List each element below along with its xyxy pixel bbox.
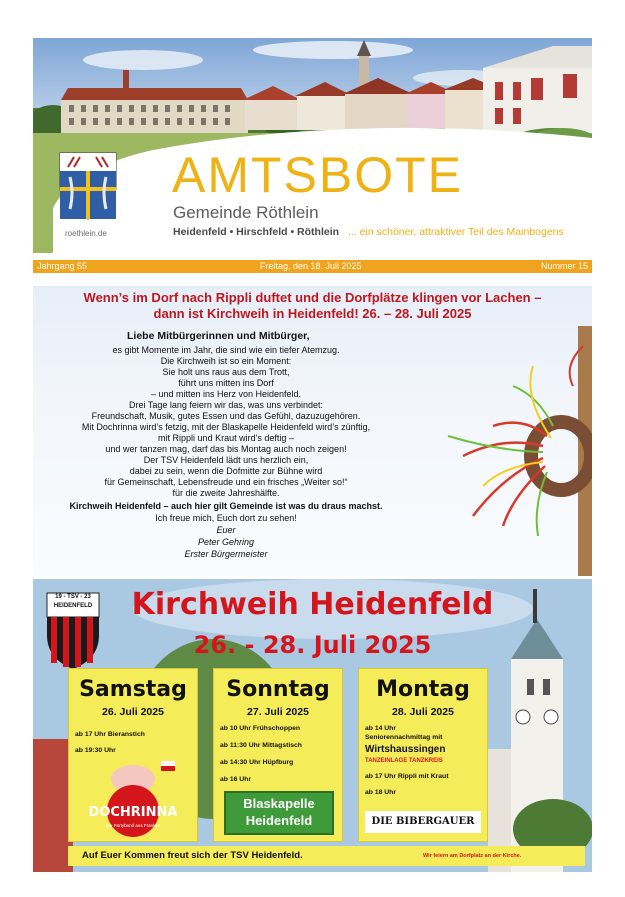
day-name: Montag bbox=[376, 677, 470, 702]
schedule-item: ab 16 Uhr bbox=[220, 776, 251, 783]
letter-line: und wer tanzen mag, darf das bis Montag auch noch zeigen! bbox=[105, 444, 347, 454]
band-blaskapelle-line2: Heidenfeld bbox=[245, 813, 313, 828]
schedule-item: ab 10 Uhr Frühschoppen bbox=[220, 725, 301, 732]
letter-line: es gibt Momente im Jahr, die sind wie ein tiefer Atemzug. bbox=[112, 345, 340, 355]
day-card-sunday bbox=[213, 668, 343, 842]
district-list: Heidenfeld • Hirschfeld • Röthlein bbox=[173, 226, 340, 238]
website-link[interactable]: roethlein.de bbox=[65, 229, 107, 238]
letter-line: – und mitten ins Herz von Heidenfeld. bbox=[150, 389, 302, 399]
kirchweih-tree-image bbox=[443, 326, 592, 576]
issue-number: Nummer 15 bbox=[540, 261, 588, 271]
coat-of-arms bbox=[60, 153, 116, 219]
tsv-badge-years: 19 - TSV - 23 bbox=[55, 594, 91, 600]
mayor-letter bbox=[33, 286, 592, 576]
blaskapelle-logo bbox=[224, 791, 334, 835]
day-name: Samstag bbox=[79, 677, 187, 702]
issue-date: Freitag, den 18. Juli 2025 bbox=[260, 261, 362, 271]
letter-line: mit Rippli und Kraut wird’s deftig – bbox=[158, 433, 294, 443]
day-date: 28. Juli 2025 bbox=[392, 706, 454, 718]
letter-line: dabei zu sein, wenn die Dofmitte zur Bühne wird bbox=[129, 466, 323, 476]
schedule-item: ab 19:30 Uhr bbox=[75, 747, 116, 754]
signatory-title: Erster Bürgermeister bbox=[184, 549, 268, 559]
letter-line: Freundschaft, Musik, gutes Essen und das Gefühl, dazuzugehören. bbox=[91, 411, 361, 421]
issue-info-bar bbox=[33, 260, 592, 273]
day-name: Sonntag bbox=[226, 677, 330, 702]
letter-closing: Ich freue mich, Euch dort zu sehen! bbox=[155, 513, 297, 523]
letter-line: Sie holt uns raus aus dem Trott, bbox=[162, 367, 290, 377]
letter-line: für die zweite Jahreshälfte. bbox=[172, 488, 280, 498]
letter-line: Drei Tage lang feiern wir das, was uns verbindet: bbox=[129, 400, 323, 410]
signatory-name: Peter Gehring bbox=[197, 537, 255, 547]
day-date: 26. Juli 2025 bbox=[102, 706, 164, 718]
letter-headline-2: dann ist Kirchweih in Heidenfeld! 26. – 28. Juli 2025 bbox=[153, 306, 472, 321]
poster-footer-location: Wir feiern am Dorfplatz an der Kirche. bbox=[423, 853, 522, 859]
letter-line: Mit Dochrinna wird’s fetzig, mit der Blaskapelle Heidenfeld wird’s zünftig, bbox=[81, 422, 371, 432]
schedule-item: TANZEINLAGE TANZKREIS bbox=[365, 758, 443, 764]
schedule-item: Wirtshaussingen bbox=[365, 744, 446, 755]
volume-label: Jahrgang 55 bbox=[37, 261, 88, 271]
letter-line: für Gemeinschaft, Lebensfreude und ein frisches „Weiter so!“ bbox=[104, 477, 348, 487]
schedule-item: ab 17 Uhr Rippli mit Kraut bbox=[365, 773, 449, 780]
poster-title: Kirchweih Heidenfeld bbox=[131, 587, 494, 622]
letter-line: führt uns mitten ins Dorf bbox=[178, 378, 274, 388]
tsv-badge-name: HEIDENFELD bbox=[53, 603, 93, 609]
band-blaskapelle-line1: Blaskapelle bbox=[243, 796, 315, 811]
day-date: 27. Juli 2025 bbox=[247, 706, 309, 718]
municipality-name: Gemeinde Röthlein bbox=[173, 203, 319, 222]
letter-greeting: Liebe Mitbürgerinnen und Mitbürger, bbox=[127, 330, 310, 342]
newsletter-title: AMTSBOTE bbox=[172, 147, 464, 203]
letter-signoff: Euer bbox=[216, 525, 236, 535]
band-dochrinna: DOCHRINNA bbox=[88, 805, 178, 820]
schedule-item: ab 17 Uhr Bieranstich bbox=[75, 731, 145, 738]
letter-line: Die Kirchweih ist so ein Moment: bbox=[160, 356, 292, 366]
schedule-item: ab 18 Uhr bbox=[365, 789, 396, 796]
letter-line: Der TSV Heidenfeld lädt uns herzlich ein, bbox=[143, 455, 309, 465]
schedule-item: Seniorennachmittag mit bbox=[365, 734, 443, 741]
letter-motto: Kirchweih Heidenfeld – auch hier gilt Gemeinde ist was du draus machst. bbox=[69, 501, 383, 511]
letter-headline-1: Wenn’s im Dorf nach Rippli duftet und die Dorfplätze klingen vor Lachen – bbox=[83, 290, 542, 305]
schedule-item: ab 11:30 Uhr Mittagstisch bbox=[220, 742, 302, 749]
poster-footer-invitation: Auf Euer Kommen freut sich der TSV Heidenfeld. bbox=[82, 850, 303, 861]
schedule-item: ab 14 Uhr bbox=[365, 725, 396, 732]
bibergauer-logo bbox=[365, 811, 481, 833]
kirchweih-poster bbox=[33, 579, 592, 872]
day-card-monday bbox=[358, 668, 488, 842]
slogan: ... ein schöner, attraktiver Teil des Mainbogens bbox=[348, 226, 564, 238]
schedule-item: ab 14:30 Uhr Hüpfburg bbox=[220, 759, 294, 766]
band-bibergauer: DIE BIBERGAUER bbox=[371, 816, 475, 827]
poster-dates: 26. - 28. Juli 2025 bbox=[193, 631, 432, 659]
day-card-saturday bbox=[68, 668, 198, 842]
band-dochrinna-subtitle: Die Partyband aus Franken bbox=[105, 823, 161, 828]
